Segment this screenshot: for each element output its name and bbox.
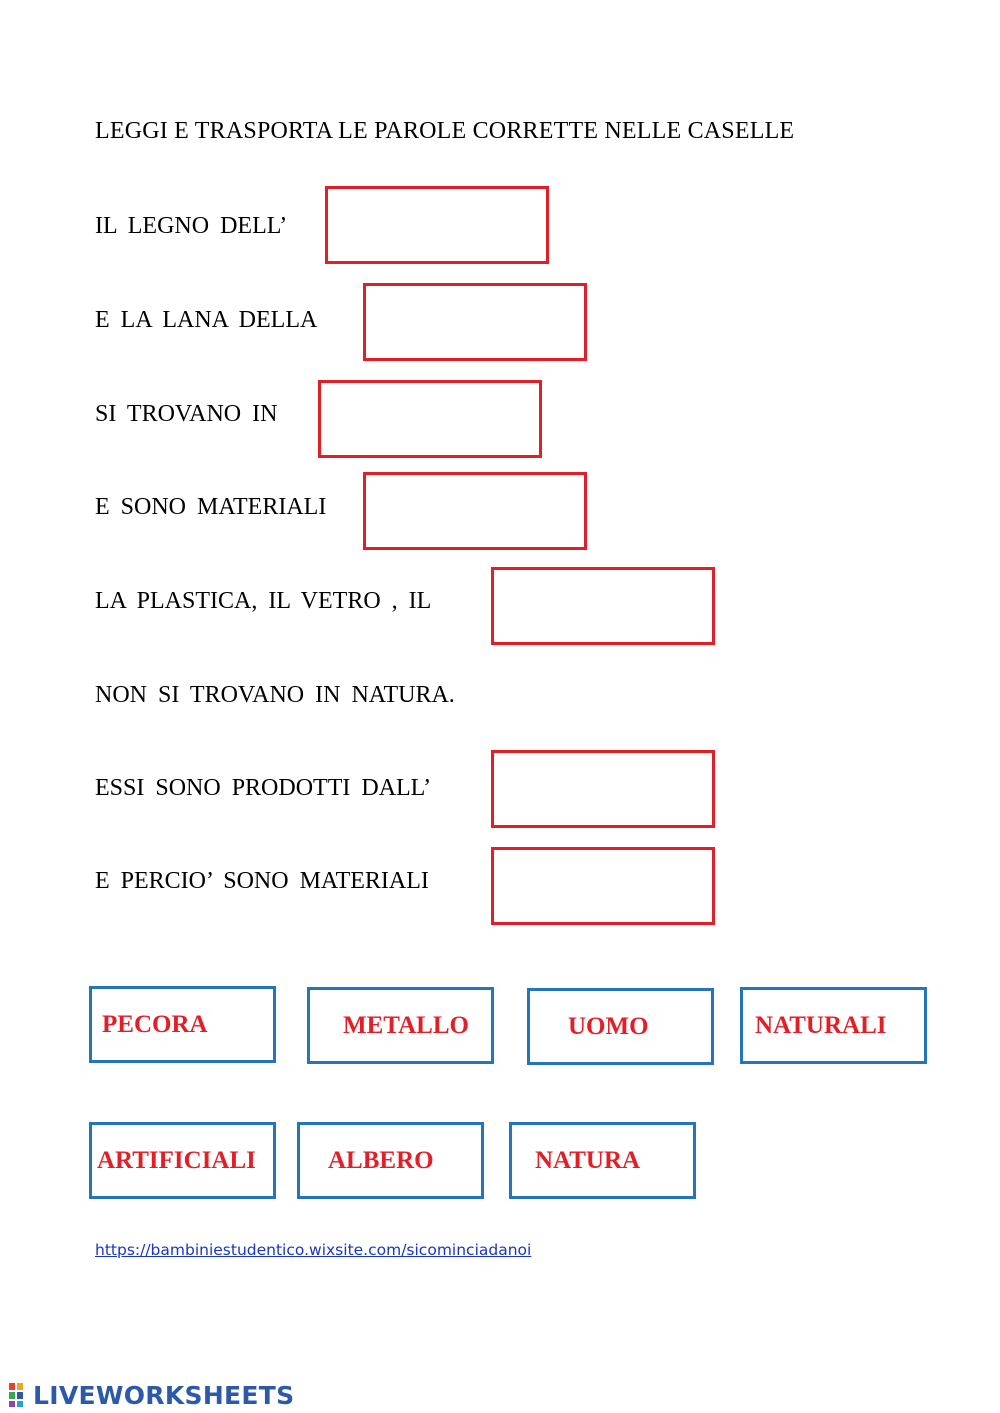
liveworksheets-logo-icon	[8, 1382, 32, 1408]
sentence-4: E SONO MATERIALI	[95, 494, 327, 520]
word-card-artificiali[interactable]: ARTIFICIALI	[89, 1122, 276, 1199]
word-card-uomo[interactable]: UOMO	[527, 988, 714, 1065]
liveworksheets-brand	[8, 1380, 294, 1410]
sentence-2: E LA LANA DELLA	[95, 307, 318, 333]
drop-box-4[interactable]	[363, 472, 587, 550]
drop-box-6[interactable]	[491, 750, 715, 828]
sentence-1: IL LEGNO DELL’	[95, 213, 288, 239]
sentence-8: E PERCIO’ SONO MATERIALI	[95, 868, 429, 894]
word-card-albero[interactable]: ALBERO	[297, 1122, 484, 1199]
sentence-6: NON SI TROVANO IN NATURA.	[95, 682, 455, 708]
word-card-naturali[interactable]: NATURALI	[740, 987, 927, 1064]
instruction-title: LEGGI E TRASPORTA LE PAROLE CORRETTE NELLE CASELLE	[95, 118, 795, 144]
drop-box-1[interactable]	[325, 186, 549, 264]
word-card-metallo[interactable]: METALLO	[307, 987, 494, 1064]
sentence-5: LA PLASTICA, IL VETRO , IL	[95, 588, 432, 614]
sentence-7: ESSI SONO PRODOTTI DALL’	[95, 775, 432, 801]
drop-box-5[interactable]	[491, 567, 715, 645]
word-card-pecora[interactable]: PECORA	[89, 986, 276, 1063]
drop-box-2[interactable]	[363, 283, 587, 361]
sentence-3: SI TROVANO IN	[95, 401, 278, 427]
source-link[interactable]: https://bambiniestudentico.wixsite.com/sicominciadanoi	[95, 1241, 532, 1259]
word-card-natura[interactable]: NATURA	[509, 1122, 696, 1199]
brand-name: LIVEWORKSHEETS	[33, 1380, 295, 1410]
drop-box-3[interactable]	[318, 380, 542, 458]
drop-box-7[interactable]	[491, 847, 715, 925]
